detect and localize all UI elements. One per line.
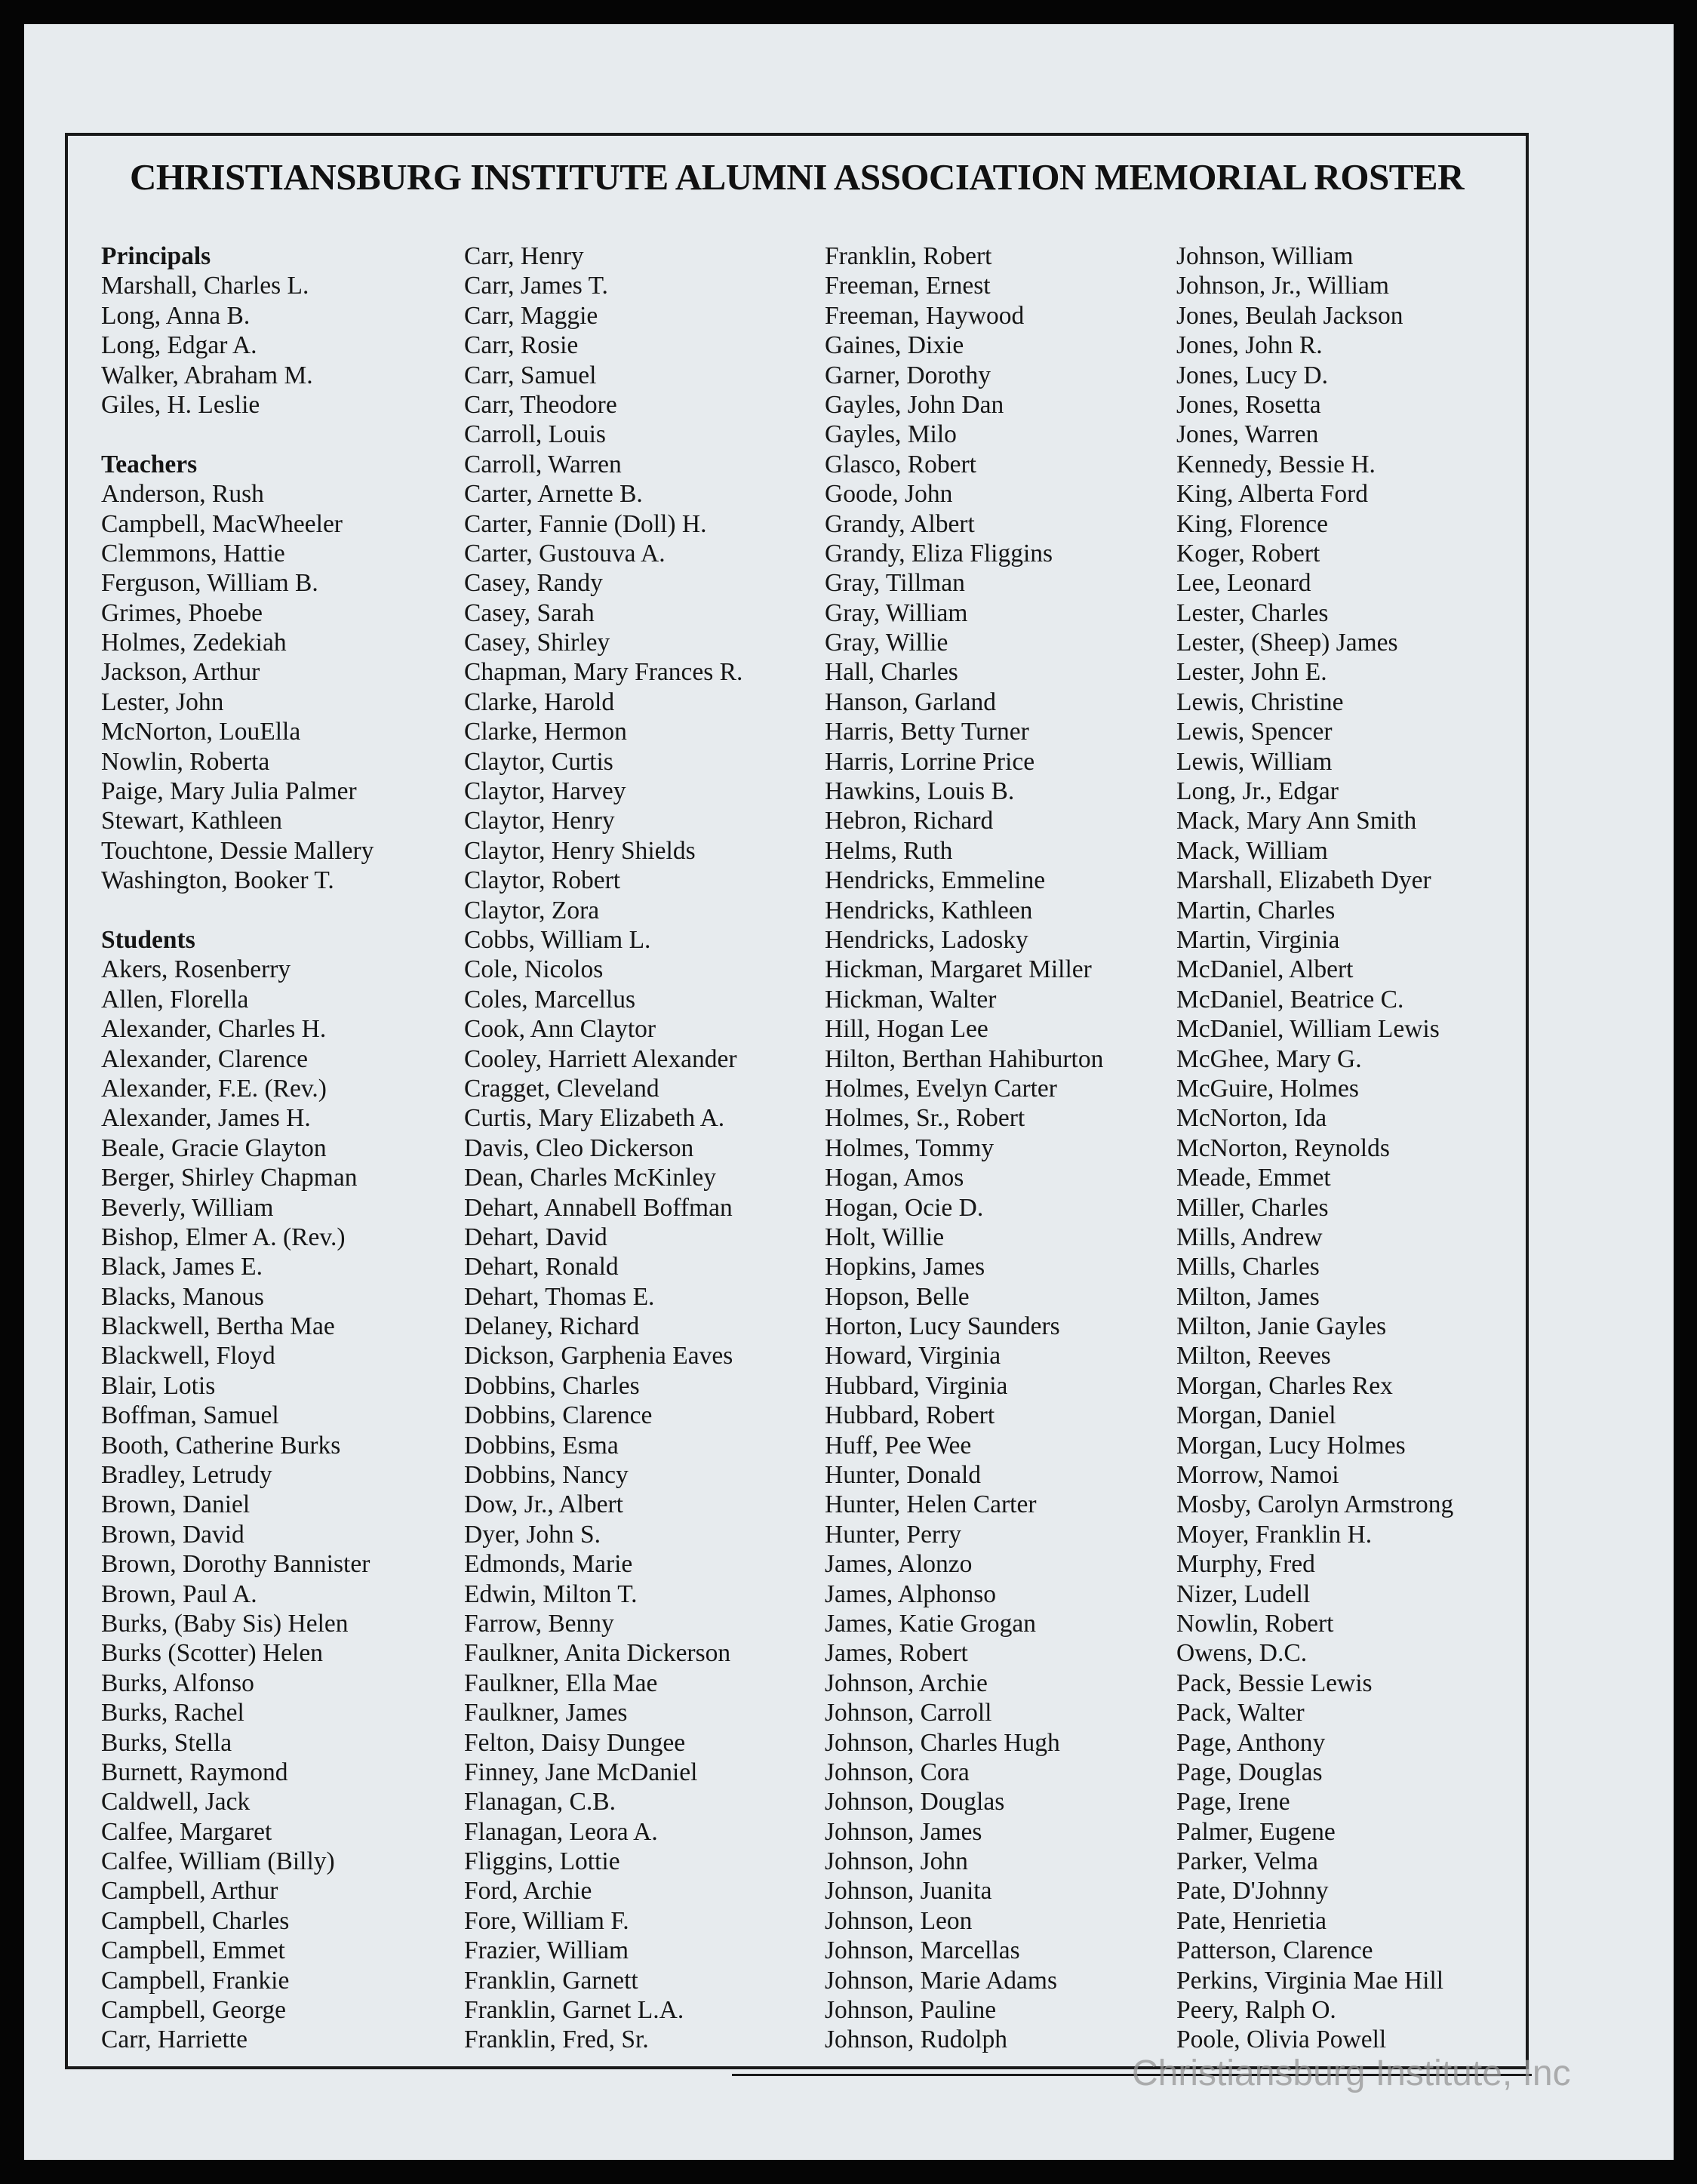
- roster-name: Johnson, Marcellas: [825, 1936, 1020, 1965]
- roster-name: Hickman, Margaret Miller: [825, 955, 1092, 984]
- roster-name: Dobbins, Esma: [464, 1431, 619, 1460]
- roster-name: Carroll, Louis: [464, 420, 606, 449]
- roster-name: Grandy, Albert: [825, 509, 975, 538]
- roster-name: Finney, Jane McDaniel: [464, 1758, 698, 1786]
- roster-name: Page, Douglas: [1176, 1758, 1323, 1786]
- roster-name: Dobbins, Charles: [464, 1371, 640, 1400]
- roster-name: Martin, Charles: [1176, 896, 1336, 924]
- roster-name: Miller, Charles: [1176, 1193, 1329, 1222]
- roster-name: McDaniel, Beatrice C.: [1176, 985, 1404, 1014]
- roster-name: Jones, Beulah Jackson: [1176, 301, 1403, 330]
- roster-name: Poole, Olivia Powell: [1176, 2026, 1387, 2054]
- roster-name: Owens, D.C.: [1176, 1639, 1308, 1668]
- roster-name: Chapman, Mary Frances R.: [464, 658, 743, 687]
- roster-name: Cole, Nicolos: [464, 955, 604, 984]
- roster-name: Dehart, Thomas E.: [464, 1282, 655, 1311]
- roster-name: Johnson, Pauline: [825, 1996, 997, 2025]
- roster-name: Pack, Walter: [1176, 1699, 1305, 1727]
- roster-name: Faulkner, Ella Mae: [464, 1669, 658, 1697]
- roster-name: Claytor, Robert: [464, 866, 621, 895]
- roster-name: Alexander, Clarence: [101, 1044, 308, 1073]
- roster-name: Milton, Janie Gayles: [1176, 1312, 1387, 1341]
- roster-name: Hogan, Ocie D.: [825, 1193, 984, 1222]
- roster-name: Dickson, Garphenia Eaves: [464, 1342, 733, 1370]
- roster-name: Horton, Lucy Saunders: [825, 1312, 1060, 1341]
- roster-name: Peery, Ralph O.: [1176, 1996, 1336, 2025]
- roster-name: Faulkner, James: [464, 1699, 628, 1727]
- roster-name: Burks, Alfonso: [101, 1669, 254, 1697]
- roster-name: Clarke, Hermon: [464, 718, 627, 746]
- roster-name: Morgan, Charles Rex: [1176, 1371, 1393, 1400]
- roster-name: Claytor, Harvey: [464, 777, 626, 806]
- roster-name: Harris, Betty Turner: [825, 718, 1029, 746]
- roster-name: Claytor, Curtis: [464, 747, 613, 776]
- roster-name: McNorton, LouElla: [101, 718, 301, 746]
- roster-name: Grimes, Phoebe: [101, 598, 263, 627]
- roster-column-4: [1176, 241, 1453, 2055]
- roster-name: Lewis, Christine: [1176, 687, 1344, 716]
- roster-name: McGhee, Mary G.: [1176, 1044, 1362, 1073]
- roster-name: Marshall, Elizabeth Dyer: [1176, 866, 1431, 895]
- section-spacer: [101, 896, 374, 925]
- roster-name: Burnett, Raymond: [101, 1758, 288, 1786]
- roster-name: Carr, Theodore: [464, 390, 617, 419]
- roster-name: Giles, H. Leslie: [101, 390, 260, 419]
- roster-name: Felton, Daisy Dungee: [464, 1728, 686, 1757]
- roster-name: McDaniel, Albert: [1176, 955, 1354, 984]
- roster-name: Franklin, Garnett: [464, 1966, 638, 1995]
- roster-name: Dehart, Ronald: [464, 1253, 619, 1281]
- roster-name: Lee, Leonard: [1176, 569, 1311, 598]
- roster-name: Milton, Reeves: [1176, 1342, 1331, 1370]
- roster-name: Jackson, Arthur: [101, 658, 260, 687]
- roster-name: Morgan, Daniel: [1176, 1401, 1336, 1430]
- roster-name: Flanagan, Leora A.: [464, 1817, 658, 1846]
- roster-name: Coles, Marcellus: [464, 985, 636, 1014]
- roster-name: Burks, Stella: [101, 1728, 232, 1757]
- roster-name: Blackwell, Floyd: [101, 1342, 275, 1370]
- roster-name: Claytor, Henry: [464, 807, 615, 835]
- roster-name: Palmer, Eugene: [1176, 1817, 1336, 1846]
- roster-name: Calfee, Margaret: [101, 1817, 272, 1846]
- roster-name: Edmonds, Marie: [464, 1550, 633, 1579]
- roster-name: Lester, (Sheep) James: [1176, 629, 1398, 657]
- roster-name: Morgan, Lucy Holmes: [1176, 1431, 1406, 1460]
- roster-name: King, Alberta Ford: [1176, 480, 1369, 509]
- roster-name: Alexander, F.E. (Rev.): [101, 1074, 327, 1103]
- roster-name: Claytor, Zora: [464, 896, 600, 924]
- roster-name: Page, Anthony: [1176, 1728, 1326, 1757]
- roster-name: McNorton, Ida: [1176, 1104, 1327, 1133]
- roster-name: Hendricks, Kathleen: [825, 896, 1033, 924]
- roster-name: Johnson, Jr., William: [1176, 272, 1389, 300]
- roster-name: Walker, Abraham M.: [101, 361, 313, 389]
- roster-name: Freeman, Haywood: [825, 301, 1025, 330]
- roster-name: Ford, Archie: [464, 1877, 592, 1906]
- roster-name: Lester, John E.: [1176, 658, 1327, 687]
- roster-name: Johnson, William: [1176, 242, 1354, 270]
- roster-name: Campbell, MacWheeler: [101, 509, 343, 538]
- roster-name: Mack, Mary Ann Smith: [1176, 807, 1417, 835]
- roster-name: Dean, Charles McKinley: [464, 1164, 716, 1192]
- roster-name: Carr, Rosie: [464, 331, 579, 360]
- roster-name: Harris, Lorrine Price: [825, 747, 1035, 776]
- roster-name: Helms, Ruth: [825, 836, 953, 865]
- roster-name: Carr, Samuel: [464, 361, 597, 389]
- roster-name: Perkins, Virginia Mae Hill: [1176, 1966, 1444, 1995]
- roster-name: Long, Jr., Edgar: [1176, 777, 1339, 806]
- roster-name: Long, Anna B.: [101, 301, 251, 330]
- roster-name: Long, Edgar A.: [101, 331, 257, 360]
- roster-name: McGuire, Holmes: [1176, 1074, 1359, 1103]
- roster-name: Patterson, Clarence: [1176, 1936, 1373, 1965]
- roster-name: Martin, Virginia: [1176, 925, 1340, 954]
- roster-name: Gray, William: [825, 598, 968, 627]
- roster-name: McNorton, Reynolds: [1176, 1134, 1390, 1162]
- roster-name: Carroll, Warren: [464, 450, 622, 478]
- roster-name: Beverly, William: [101, 1193, 274, 1222]
- roster-name: Cragget, Cleveland: [464, 1074, 659, 1103]
- roster-name: Beale, Gracie Glayton: [101, 1134, 327, 1162]
- roster-name: Black, James E.: [101, 1253, 263, 1281]
- roster-name: Johnson, Marie Adams: [825, 1966, 1057, 1995]
- roster-name: Clarke, Harold: [464, 687, 615, 716]
- roster-name: Dobbins, Clarence: [464, 1401, 653, 1430]
- roster-name: Paige, Mary Julia Palmer: [101, 777, 357, 806]
- roster-name: Fliggins, Lottie: [464, 1847, 620, 1876]
- roster-name: Johnson, Charles Hugh: [825, 1728, 1060, 1757]
- roster-name: Jones, John R.: [1176, 331, 1323, 360]
- roster-name: Cook, Ann Claytor: [464, 1015, 656, 1044]
- roster-name: Casey, Sarah: [464, 598, 595, 627]
- roster-name: Anderson, Rush: [101, 480, 264, 509]
- roster-name: Washington, Booker T.: [101, 866, 334, 895]
- roster-name: Booth, Catherine Burks: [101, 1431, 341, 1460]
- roster-name: Delaney, Richard: [464, 1312, 640, 1341]
- roster-name: James, Alonzo: [825, 1550, 973, 1579]
- roster-name: Brown, David: [101, 1520, 244, 1549]
- roster-name: Blackwell, Bertha Mae: [101, 1312, 335, 1341]
- roster-name: Boffman, Samuel: [101, 1401, 279, 1430]
- roster-name: Berger, Shirley Chapman: [101, 1164, 358, 1192]
- roster-name: Casey, Randy: [464, 569, 603, 598]
- roster-name: Hunter, Perry: [825, 1520, 961, 1549]
- roster-name: Gaines, Dixie: [825, 331, 964, 360]
- roster-name: Pate, D'Johnny: [1176, 1877, 1329, 1906]
- roster-name: Murphy, Fred: [1176, 1550, 1315, 1579]
- roster-name: Hilton, Berthan Hahiburton: [825, 1044, 1104, 1073]
- roster-name: Brown, Daniel: [101, 1490, 251, 1519]
- roster-name: Holmes, Zedekiah: [101, 629, 287, 657]
- roster-name: James, Alphonso: [825, 1580, 997, 1608]
- roster-name: Carr, James T.: [464, 272, 608, 300]
- roster-name: Allen, Florella: [101, 985, 249, 1014]
- roster-name: Campbell, Frankie: [101, 1966, 290, 1995]
- roster-name: McDaniel, William Lewis: [1176, 1015, 1440, 1044]
- roster-name: Brown, Paul A.: [101, 1580, 257, 1608]
- roster-name: Pate, Henrietia: [1176, 1906, 1327, 1935]
- roster-name: Holmes, Evelyn Carter: [825, 1074, 1057, 1103]
- roster-name: Edwin, Milton T.: [464, 1580, 638, 1608]
- roster-name: Hubbard, Robert: [825, 1401, 995, 1430]
- roster-name: Dow, Jr., Albert: [464, 1490, 623, 1519]
- roster-name: Kennedy, Bessie H.: [1176, 450, 1376, 478]
- roster-name: Jones, Lucy D.: [1176, 361, 1328, 389]
- roster-name: Dehart, David: [464, 1223, 607, 1251]
- roster-name: Mosby, Carolyn Armstrong: [1176, 1490, 1454, 1519]
- roster-name: Gray, Tillman: [825, 569, 965, 598]
- roster-name: Jones, Rosetta: [1176, 390, 1321, 419]
- roster-name: Johnson, Cora: [825, 1758, 970, 1786]
- roster-name: Lester, Charles: [1176, 598, 1329, 627]
- roster-name: Alexander, James H.: [101, 1104, 311, 1133]
- roster-name: James, Katie Grogan: [825, 1609, 1037, 1638]
- roster-column-2: [464, 241, 742, 2055]
- roster-column-1: [101, 241, 374, 2055]
- roster-name: Mills, Charles: [1176, 1253, 1320, 1281]
- roster-name: Pack, Bessie Lewis: [1176, 1669, 1373, 1697]
- roster-name: Davis, Cleo Dickerson: [464, 1134, 694, 1162]
- roster-name: Mills, Andrew: [1176, 1223, 1323, 1251]
- roster-name: Mack, William: [1176, 836, 1328, 865]
- roster-name: Johnson, Douglas: [825, 1788, 1005, 1816]
- roster-name: Grandy, Eliza Fliggins: [825, 539, 1053, 568]
- roster-name: Lewis, William: [1176, 747, 1333, 776]
- roster-name: Huff, Pee Wee: [825, 1431, 972, 1460]
- roster-name: Johnson, Carroll: [825, 1699, 992, 1727]
- roster-name: Hebron, Richard: [825, 807, 994, 835]
- roster-name: Casey, Shirley: [464, 629, 610, 657]
- roster-name: Cooley, Harriett Alexander: [464, 1044, 737, 1073]
- roster-name: Burks, Rachel: [101, 1699, 244, 1727]
- roster-name: Blacks, Manous: [101, 1282, 264, 1311]
- roster-name: Carter, Arnette B.: [464, 480, 643, 509]
- roster-name: Farrow, Benny: [464, 1609, 614, 1638]
- roster-name: Clemmons, Hattie: [101, 539, 285, 568]
- roster-name: Johnson, Archie: [825, 1669, 988, 1697]
- roster-name: Frazier, William: [464, 1936, 629, 1965]
- section-heading: Teachers: [101, 450, 198, 478]
- roster-name: Marshall, Charles L.: [101, 272, 309, 300]
- roster-name: Hendricks, Emmeline: [825, 866, 1046, 895]
- roster-name: Gayles, Milo: [825, 420, 957, 449]
- page-title: CHRISTIANSBURG INSTITUTE ALUMNI ASSOCIATION MEMORIAL ROSTER: [129, 156, 1465, 198]
- roster-name: Glasco, Robert: [825, 450, 976, 478]
- roster-name: Hogan, Amos: [825, 1164, 964, 1192]
- section-heading: Principals: [101, 242, 211, 270]
- roster-name: Cobbs, William L.: [464, 925, 651, 954]
- roster-name: Lewis, Spencer: [1176, 718, 1333, 746]
- roster-name: Freeman, Ernest: [825, 272, 991, 300]
- roster-name: Carter, Gustouva A.: [464, 539, 666, 568]
- roster-name: Koger, Robert: [1176, 539, 1320, 568]
- roster-name: Holmes, Tommy: [825, 1134, 995, 1162]
- roster-name: Hendricks, Ladosky: [825, 925, 1028, 954]
- roster-column-3: [825, 241, 1103, 2055]
- roster-name: Hawkins, Louis B.: [825, 777, 1015, 806]
- roster-name: Hopkins, James: [825, 1253, 985, 1281]
- roster-name: Franklin, Garnet L.A.: [464, 1996, 684, 2025]
- roster-name: Holmes, Sr., Robert: [825, 1104, 1025, 1133]
- roster-name: Johnson, Rudolph: [825, 2026, 1007, 2054]
- roster-name: Hunter, Donald: [825, 1461, 982, 1490]
- roster-name: Franklin, Fred, Sr.: [464, 2026, 649, 2054]
- roster-name: Touchtone, Dessie Mallery: [101, 836, 374, 865]
- roster-name: Hanson, Garland: [825, 687, 996, 716]
- roster-name: Hickman, Walter: [825, 985, 997, 1014]
- watermark: Christiansburg Institute, Inc: [1132, 2053, 1571, 2093]
- roster-name: Johnson, John: [825, 1847, 968, 1876]
- roster-name: Nowlin, Robert: [1176, 1609, 1334, 1638]
- roster-name: Blair, Lotis: [101, 1371, 216, 1400]
- roster-name: Jones, Warren: [1176, 420, 1319, 449]
- roster-name: Hill, Hogan Lee: [825, 1015, 988, 1044]
- roster-name: Calfee, William (Billy): [101, 1847, 335, 1876]
- roster-name: Akers, Rosenberry: [101, 955, 291, 984]
- roster-name: Carter, Fannie (Doll) H.: [464, 509, 707, 538]
- section-heading: Students: [101, 925, 195, 954]
- roster-name: Claytor, Henry Shields: [464, 836, 696, 865]
- roster-name: Hunter, Helen Carter: [825, 1490, 1037, 1519]
- roster-name: Campbell, Arthur: [101, 1877, 278, 1906]
- roster-name: Franklin, Robert: [825, 242, 992, 270]
- roster-name: James, Robert: [825, 1639, 968, 1668]
- section-spacer: [101, 420, 374, 449]
- roster-name: Hopson, Belle: [825, 1282, 970, 1311]
- roster-name: Page, Irene: [1176, 1788, 1290, 1816]
- roster-name: Fore, William F.: [464, 1906, 629, 1935]
- roster-name: Stewart, Kathleen: [101, 807, 282, 835]
- roster-name: Howard, Virginia: [825, 1342, 1001, 1370]
- roster-name: Ferguson, William B.: [101, 569, 318, 598]
- roster-name: Campbell, Charles: [101, 1906, 290, 1935]
- roster-name: Carr, Maggie: [464, 301, 598, 330]
- roster-name: Dehart, Annabell Boffman: [464, 1193, 733, 1222]
- roster-name: King, Florence: [1176, 509, 1328, 538]
- roster-name: Alexander, Charles H.: [101, 1015, 327, 1044]
- roster-name: Johnson, Juanita: [825, 1877, 992, 1906]
- roster-name: Dobbins, Nancy: [464, 1461, 629, 1490]
- roster-name: Hall, Charles: [825, 658, 958, 687]
- roster-name: Meade, Emmet: [1176, 1164, 1331, 1192]
- roster-name: Moyer, Franklin H.: [1176, 1520, 1373, 1549]
- roster-name: Parker, Velma: [1176, 1847, 1318, 1876]
- roster-name: Bradley, Letrudy: [101, 1461, 272, 1490]
- roster-name: Gray, Willie: [825, 629, 948, 657]
- roster-name: Bishop, Elmer A. (Rev.): [101, 1223, 346, 1251]
- roster-name: Johnson, Leon: [825, 1906, 973, 1935]
- roster-name: Holt, Willie: [825, 1223, 945, 1251]
- roster-name: Hubbard, Virginia: [825, 1371, 1008, 1400]
- roster-name: Faulkner, Anita Dickerson: [464, 1639, 731, 1668]
- roster-name: Garner, Dorothy: [825, 361, 991, 389]
- roster-name: Gayles, John Dan: [825, 390, 1004, 419]
- roster-name: Morrow, Namoi: [1176, 1461, 1339, 1490]
- roster-name: Caldwell, Jack: [101, 1788, 251, 1816]
- roster-name: Curtis, Mary Elizabeth A.: [464, 1104, 725, 1133]
- roster-name: Goode, John: [825, 480, 953, 509]
- roster-name: Nizer, Ludell: [1176, 1580, 1311, 1608]
- roster-name: Johnson, James: [825, 1817, 982, 1846]
- roster-name: Flanagan, C.B.: [464, 1788, 616, 1816]
- roster-name: Campbell, Emmet: [101, 1936, 285, 1965]
- roster-name: Campbell, George: [101, 1996, 286, 2025]
- roster-name: Carr, Henry: [464, 242, 584, 270]
- roster-name: Burks (Scotter) Helen: [101, 1639, 323, 1668]
- roster-name: Dyer, John S.: [464, 1520, 601, 1549]
- roster-name: Milton, James: [1176, 1282, 1320, 1311]
- roster-name: Carr, Harriette: [101, 2026, 247, 2054]
- roster-name: Burks, (Baby Sis) Helen: [101, 1609, 349, 1638]
- roster-name: Lester, John: [101, 687, 224, 716]
- roster-name: Nowlin, Roberta: [101, 747, 270, 776]
- roster-name: Brown, Dorothy Bannister: [101, 1550, 370, 1579]
